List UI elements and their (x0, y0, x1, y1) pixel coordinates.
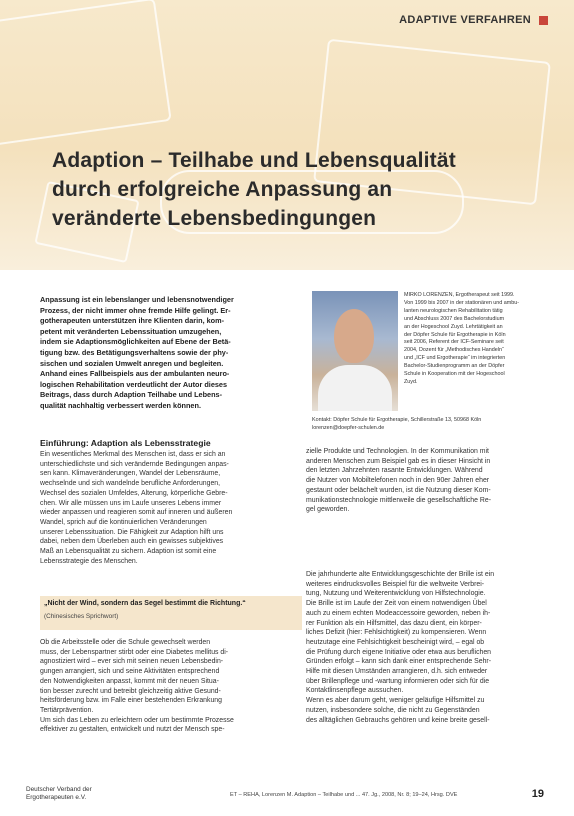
text-line: unserer Lebenssituation. Die Fähigkeit zur Adaption hilft uns (40, 528, 224, 536)
paragraph (306, 570, 560, 725)
decorative-shape (0, 0, 172, 146)
text-line: zielle Produkte und Technologien. In der Kommunikation mit (306, 448, 489, 455)
text-line: über Brillenpflege und -wartung informieren oder sich für die (306, 677, 490, 685)
page-number: 19 (531, 788, 544, 800)
text-line: gungen arrangiert, sich und seine Aktivitäten entsprechend (40, 668, 220, 676)
title-line: veränderte Lebensbedingungen (52, 207, 377, 230)
text-line: den letzten Jahrzehnten rasante Entwicklungen. Während (306, 467, 483, 475)
title-line: Adaption – Teilhabe und Lebensqualität (52, 149, 456, 172)
abstract-line: gotherapeuten unterstützen ihre Klienten darin, kom- (40, 316, 225, 326)
abstract (40, 295, 302, 412)
text-line: Lebensstrategie des Menschen. (40, 557, 138, 565)
footer-citation: ET – REHA, Lorenzen M. Adaption – Teilhabe und ... 47. Jg., 2008, Nr. 8; 19–24, Hrsg. DVE (230, 792, 458, 798)
quote-box (40, 596, 302, 630)
article-title (52, 146, 552, 233)
title-line: durch erfolgreiche Anpassung an (52, 178, 393, 201)
bio-line: MIRKO LORENZEN, Ergotherapeut seit 1999. (404, 292, 515, 298)
paragraph (40, 638, 302, 735)
text-line: Um sich das Leben zu erleichtern oder um bestimmte Prozesse (40, 716, 234, 724)
text-line: Die Brille ist im Laufe der Zeit von einem notwendigen Übel (306, 600, 487, 608)
bio-line: Zuyd. (404, 378, 418, 385)
bio-line: lanten neurologischen Rehabilitation tätig (404, 307, 503, 314)
bio-line: seit 2006, Referent der ICF-Seminare seit (404, 339, 504, 346)
text-line: wechselnde und sich wandelnde berufliche Anforderungen, (40, 480, 221, 488)
section-continued (40, 638, 302, 735)
abstract-line: Prozess, der nicht immer ohne fremde Hilfe gelingt. Er- (40, 305, 231, 315)
text-line: die Nutzer von Mobiltelefonen noch in den 90er Jahren eher (306, 477, 490, 485)
paragraph (40, 450, 302, 566)
right-column-paragraph-1 (306, 447, 560, 515)
author-photo (312, 291, 398, 411)
abstract-line: sischen und sozialen Umwelt anregen und begleiten. (40, 358, 224, 368)
text-line: rer Funktion als ein Hilfsmittel, das dazu dient, ein körper- (306, 619, 482, 627)
bio-line: Schule in Kooperation mit der Hogeschool (404, 371, 505, 378)
bio-line: und Abschluss 2007 des Bachelorstudium (404, 315, 505, 322)
text-line: des alltäglichen Gebrauchs gehören und keine breite gesell- (306, 716, 490, 724)
author-bio (404, 292, 554, 387)
abstract-line: qualität nachhaltig verbessert werden können. (40, 400, 201, 410)
paragraph (306, 447, 560, 515)
abstract-line: Anhand eines Fallbeispiels aus der ambulanten neuro- (40, 369, 230, 379)
text-line: Tertiärprävention. (40, 706, 94, 714)
text-line: Kontaktlinsenpflege aussuchen. (306, 687, 404, 695)
accent-square-icon (539, 16, 548, 25)
section-label-text: ADAPTIVE VERFAHREN (399, 14, 531, 26)
page-footer (0, 782, 574, 816)
bio-line: an der Hogeschool Zuyd. Lehrtätigkeit an (404, 323, 503, 330)
text-line: muss, der Lebenspartner stirbt oder eine Diabetes mellitus di- (40, 648, 229, 656)
quote-text: „Nicht der Wind, sondern das Segel bestimmt die Richtung.“ (44, 600, 246, 607)
abstract-line: logischen Rehabilitation verdeutlicht der Autor dieses (40, 379, 228, 389)
footer-org-line: Deutscher Verband der (26, 786, 92, 793)
text-line: liches Defizit (hier: Fehlsichtigkeit) zu kompensieren. Wenn (306, 629, 487, 637)
text-line: chen. Wir alle müssen uns im Laufe unseres Lebens immer (40, 499, 222, 507)
abstract-line: petent mit veränderten Lebenssituation umzugehen, (40, 326, 222, 336)
quote-source: (Chinesisches Sprichwort) (44, 613, 119, 620)
text-line: tion besser zurecht und betreibt gleichzeitig aktive Gesund- (40, 687, 221, 695)
text-line: heitsförderung bzw. im Falle einer bestehenden Erkrankung (40, 697, 222, 705)
text-line: Gründen erfolgt – kann sich dank einer entsprechende Sehr- (306, 658, 492, 666)
contact-email: lorenzen@doepfer-schulen.de (312, 425, 385, 431)
text-line: munikationstechnologie mittlerweile die gesellschaftliche Re- (306, 496, 491, 504)
text-line: Ein wesentliches Merkmal des Menschen ist, dass er sich an (40, 451, 226, 458)
bio-line: 2004, Dozent für „Methodisches Handeln“ (404, 347, 504, 354)
text-line: nutzen, insbesondere solche, die nicht zu Gegenständen (306, 706, 480, 714)
abstract-line: tigung bzw. des Betätigungsverhaltens sowie der phy- (40, 347, 229, 357)
text-line: Wechsel des sozialen Umfeldes, Alterung, körperliche Gebre- (40, 489, 228, 497)
text-line: die Prüfung durch eigene Initiative oder etwa aus beruflichen (306, 648, 492, 656)
text-line: gel geworden. (306, 506, 350, 514)
section-heading: Einführung: Adaption als Lebensstrategie (40, 438, 211, 448)
right-column-paragraph-2 (306, 570, 560, 725)
text-line: weiteres eindrucksvolles Beispiel für die weltweite Verbrei- (306, 580, 485, 588)
footer-organization (26, 786, 92, 802)
bio-line: Von 1999 bis 2007 in der stationären und ambu- (404, 299, 520, 306)
bio-line: und „ICF und Ergotherapie“ im integrierten (404, 355, 506, 362)
text-line: agnostiziert wird – ever sich mit seinen neuen Lebensbedin- (40, 658, 224, 666)
text-line: Ob die Arbeitsstelle oder die Schule gewechselt werden (40, 639, 211, 646)
bio-line: Bachelor-Studienprogramm an der Döpfer (404, 363, 505, 370)
footer-org-line: Ergotherapeuten e.V. (26, 794, 87, 801)
text-line: sen kann. Klimaveränderungen, Wandel der Lebensräume, (40, 470, 221, 478)
text-line: wieder anpassen und reagieren somit auf inneren und äußeren (40, 509, 233, 517)
text-line: Hilfe mit diesen Umständen arrangieren, d.h. sich entweder (306, 668, 488, 676)
abstract-line: Anpassung ist ein lebenslanger und lebensnotwendiger (40, 295, 234, 304)
contact-line: Kontakt: Döpfer Schule für Ergotherapie, Schillerstraße 13, 50968 Köln (312, 417, 482, 423)
author-shirt (318, 365, 392, 411)
text-line: dabei, neben dem Überleben auch ein gewisses subjektives (40, 538, 224, 546)
text-line: tung, Nutzung und Weiterentwicklung von Hilfstechnologie. (306, 590, 486, 598)
text-line: Maß an Lebensqualität zu sichern. Adaption ist somit eine (40, 548, 217, 556)
author-contact (312, 416, 562, 432)
text-line: auch zu einem echten Modeaccessoire geworden, neben ih- (306, 609, 491, 617)
bio-line: der Döpfer Schule für Ergotherapie in Köln (404, 331, 506, 338)
text-line: Die jahrhunderte alte Entwicklungsgeschichte der Brille ist ein (306, 571, 495, 578)
text-line: heutzutage eine Fehlsichtigkeit bescheinigt wird, – egal ob (306, 638, 485, 646)
abstract-line: indem sie Adaptionsmöglichkeiten auf Ebene der Betä- (40, 337, 231, 347)
text-line: Wenn es aber darum geht, weniger geläufige Hilfsmittel zu (306, 697, 485, 705)
text-line: Wandel, sprich auf die kontinuierlichen Veränderungen (40, 518, 207, 526)
section-label (399, 14, 548, 26)
section-introduction (40, 438, 302, 566)
text-line: effektiver zu gestalten, entwickelt und nutzt der Mensch spe- (40, 726, 225, 734)
author-face (334, 309, 374, 363)
text-line: unterschiedlichste und sich verändernde Bedingungen anpas- (40, 460, 229, 468)
text-line: gestaunt oder belächelt wurden, ist die Nutzung dieser Kom- (306, 486, 491, 494)
abstract-line: Beitrags, dass durch Adaption Teilhabe und Lebens- (40, 390, 223, 400)
text-line: den Notwendigkeiten anpasst, kommt mit der neuen Situa- (40, 677, 219, 685)
text-line: anderen Menschen zum Beispiel gab es in dieser Hinsicht in (306, 457, 491, 465)
